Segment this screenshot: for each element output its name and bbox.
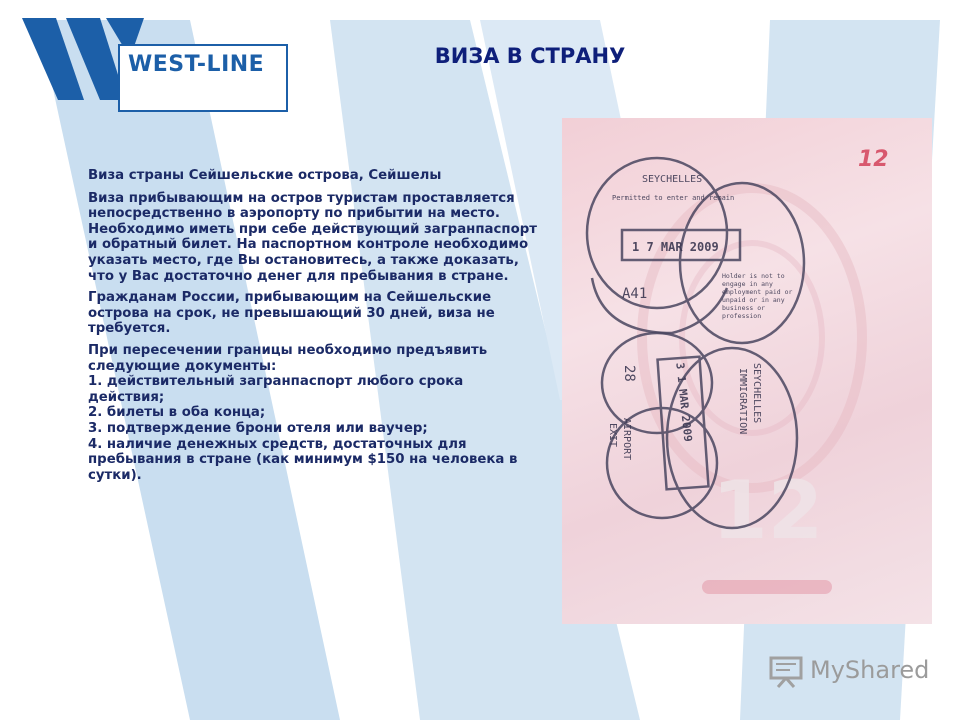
- blurred-signature: [702, 580, 832, 594]
- departure-stamp-line-1: SEYCHELLES: [751, 363, 762, 424]
- arrival-note-2: engage in any: [722, 280, 773, 288]
- arrival-stamp-country: SEYCHELLES: [642, 174, 703, 185]
- arrival-stamp-code: A41: [622, 286, 648, 302]
- content-text: [88, 168, 540, 489]
- passport-page-graphic: [562, 118, 932, 624]
- arrival-note-1: Holder is not to: [722, 272, 785, 280]
- page-number-large: 12: [712, 464, 824, 557]
- myshared-watermark: [768, 652, 938, 692]
- arrival-note-3: employment paid or: [722, 288, 793, 296]
- departure-stamp-line-3: AIRPORT: [621, 418, 632, 461]
- paragraph-required-documents: При пересечении границы необходимо предъявить следующие документы: 1. действительный загранпаспорт любого срока действия; 2. билеты в оба конца; 3. подтверждение брони отеля или ваучер; 4. наличие денежных средств, достаточных для пребывания в стране (как минимум $150 на человека в сутки).: [88, 342, 518, 483]
- arrival-note-4: unpaid or in any: [722, 296, 785, 304]
- paragraph-russian-citizens: Гражданам России, прибывающим на Сейшельские острова на срок, не превышающий 30 дней, виза не требуется.: [88, 290, 495, 337]
- page-number: 12: [858, 147, 889, 172]
- logo-text: WEST-LINE: [128, 52, 265, 77]
- presentation-icon: [768, 654, 804, 688]
- departure-stamp-number: 28: [621, 365, 637, 382]
- page-title: ВИЗА В СТРАНУ: [434, 44, 626, 68]
- arrival-note-6: profession: [722, 312, 762, 320]
- arrival-stamp-permitted: Permitted to enter and remain: [612, 194, 735, 202]
- departure-stamp-date: 3 1 MAR 2009: [673, 361, 695, 443]
- content-heading: Виза страны Сейшельские острова, Сейшелы: [88, 168, 442, 183]
- departure-stamp-line-4: EXIT: [607, 423, 618, 448]
- paragraph-visa-on-arrival: Виза прибывающим на остров туристам проставляется непосредственно в аэропорту по прибытии на место. Необходимо иметь при себе действующий загранпаспорт и обратный билет. На паспортном контроле необходимо указать место, где Вы остановитесь, а также доказать, что у Вас достаточно денег для пребывания в стране.: [88, 190, 537, 284]
- passport-stamp-photo: [562, 118, 932, 624]
- arrival-stamp-date: 1 7 MAR 2009: [632, 240, 719, 254]
- arrival-note-5: business or: [722, 304, 766, 312]
- departure-stamp-line-2: IMMIGRATION: [737, 368, 748, 435]
- watermark-text: MyShared: [810, 656, 930, 684]
